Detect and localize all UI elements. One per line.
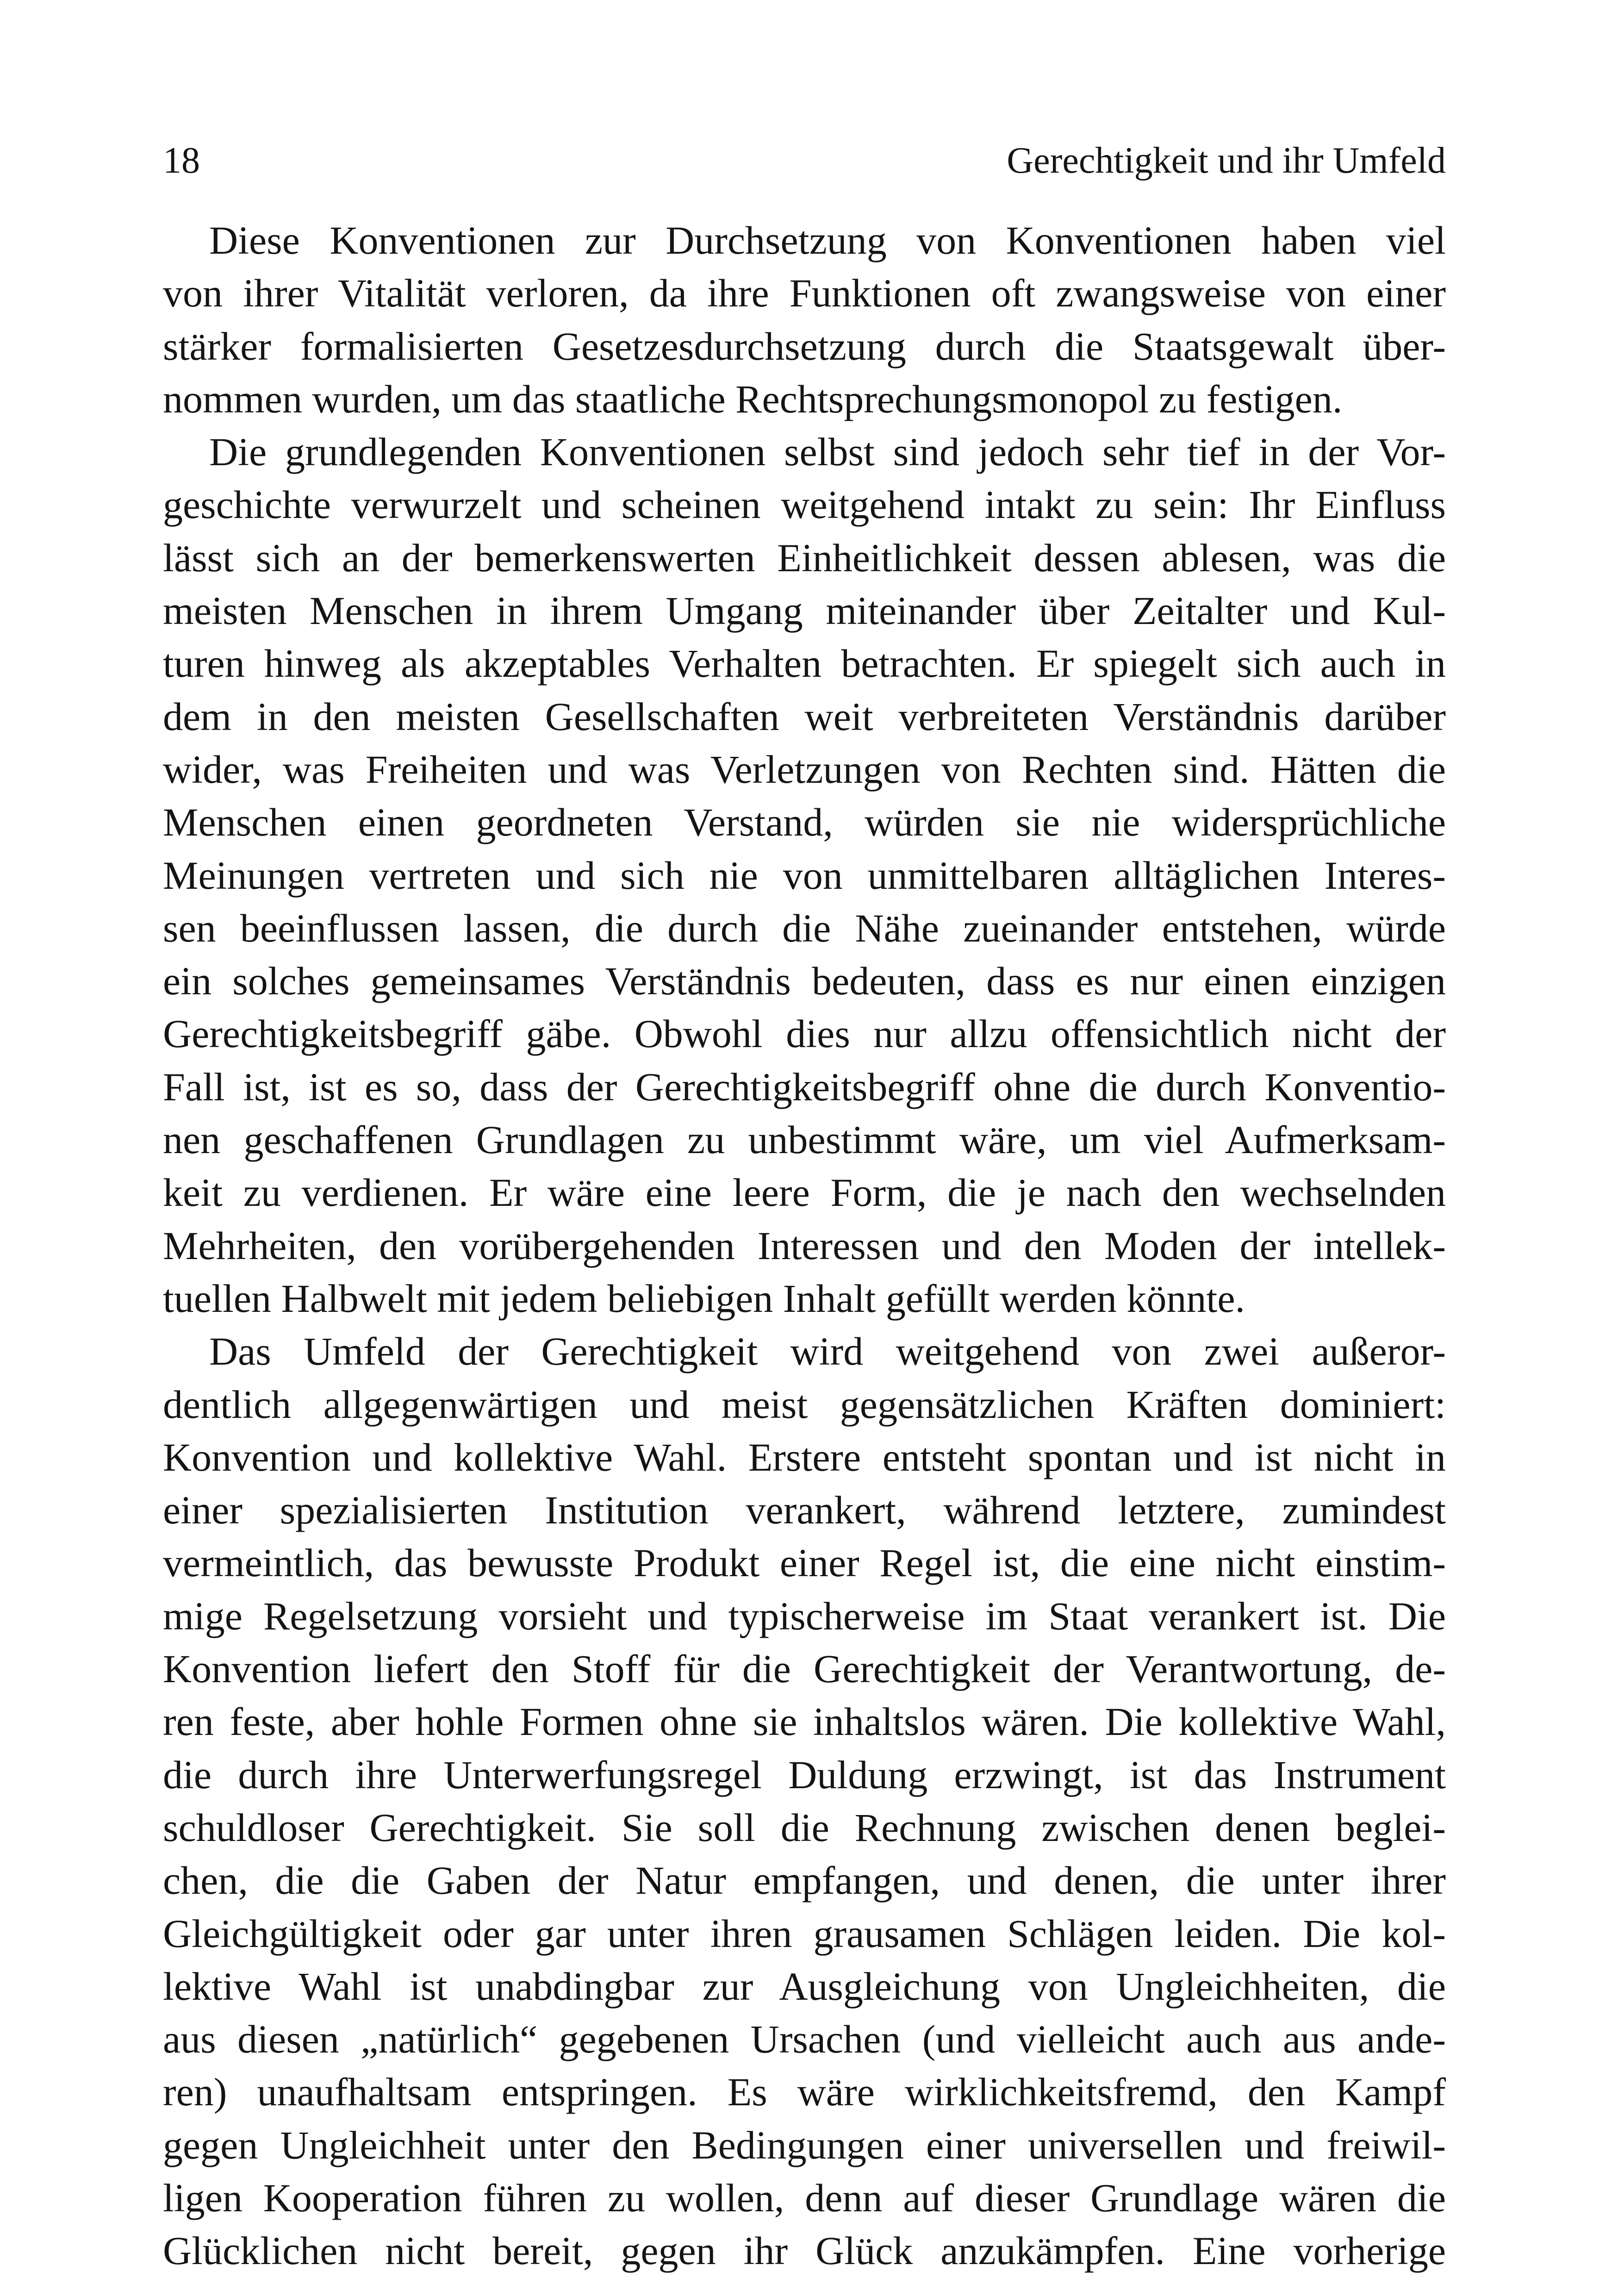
text-line: nommen wurden, um das staatliche Rechtsprechungsmonopol zu festigen. [163,376,1343,421]
text-line: tuellen Halbwelt mit jedem beliebigen Inhalt gefüllt werden könnte. [163,1276,1245,1321]
text-line: Konvention liefert den Stoff für die Gerechtigkeit der Verantwortung, de- [163,1647,1446,1691]
text-line: Glücklichen nicht bereit, gegen ihr Glück anzukämpfen. Eine vorherige [163,2228,1446,2273]
text-line: geschichte verwurzelt und scheinen weitgehend intakt zu sein: Ihr Einfluss [163,482,1446,527]
text-line: meisten Menschen in ihrem Umgang miteinander über Zeitalter und Kul- [163,588,1446,633]
text-line: wider, was Freiheiten und was Verletzungen von Rechten sind. Hätten die [163,747,1446,792]
text-line: dem in den meisten Gesellschaften weit verbreiteten Verständnis darüber [163,694,1446,739]
text-line: Meinungen vertreten und sich nie von unmittelbaren alltäglichen Interes- [163,853,1446,898]
text-line: schuldloser Gerechtigkeit. Sie soll die Rechnung zwischen denen beglei- [163,1805,1446,1850]
text-line: stärker formalisierten Gesetzesdurchsetzung durch die Staatsgewalt über- [163,324,1446,368]
text-line: lässt sich an der bemerkenswerten Einheitlichkeit dessen ablesen, was die [163,535,1446,580]
text-line: ligen Kooperation führen zu wollen, denn auf dieser Grundlage wären die [163,2175,1446,2220]
text-line: Gleichgültigkeit oder gar unter ihren grausamen Schlägen leiden. Die kol- [163,1911,1446,1956]
text-line: keit zu verdienen. Er wäre eine leere Form, die je nach den wechselnden [163,1170,1446,1215]
text-line: turen hinweg als akzeptables Verhalten betrachten. Er spiegelt sich auch in [163,641,1446,686]
text-line: mige Regelsetzung vorsieht und typischerweise im Staat verankert ist. Die [163,1593,1446,1638]
text-line: Mehrheiten, den vorübergehenden Interessen und den Moden der intellek- [163,1223,1446,1268]
text-line: dentlich allgegenwärtigen und meist gegensätzlichen Kräften dominiert: [163,1382,1446,1427]
text-line: Konvention und kollektive Wahl. Erstere entsteht spontan und ist nicht in [163,1435,1446,1479]
text-line: Menschen einen geordneten Verstand, würden sie nie widersprüchliche [163,800,1446,845]
running-title: Gerechtigkeit und ihr Umfeld [1007,140,1446,181]
paragraph-3 [163,1325,1446,2277]
paragraph-2 [163,425,1446,1325]
text-line: Gerechtigkeitsbegriff gäbe. Obwohl dies nur allzu offensichtlich nicht der [163,1011,1446,1056]
page-number: 18 [163,140,200,181]
running-head [163,135,1446,186]
text-line: Das Umfeld der Gerechtigkeit wird weitgehend von zwei außeror- [209,1329,1446,1374]
text-line: vermeintlich, das bewusste Produkt einer Regel ist, die eine nicht einstim- [163,1541,1446,1585]
text-line: sen beeinflussen lassen, die durch die Nähe zueinander entstehen, würde [163,905,1446,950]
text-line: die durch ihre Unterwerfungsregel Duldung erzwingt, ist das Instrument [163,1752,1446,1797]
text-line: lektive Wahl ist unabdingbar zur Ausgleichung von Ungleichheiten, die [163,1964,1446,2009]
text-line: ren) unaufhaltsam entspringen. Es wäre wirklichkeitsfremd, den Kampf [163,2070,1446,2115]
text-line: ein solches gemeinsames Verständnis bedeuten, dass es nur einen einzigen [163,959,1446,1004]
text-line: gegen Ungleichheit unter den Bedingungen einer universellen und freiwil- [163,2122,1446,2167]
text-line: von ihrer Vitalität verloren, da ihre Funktionen oft zwangsweise von einer [163,271,1446,316]
text-line: nen geschaffenen Grundlagen zu unbestimmt wäre, um viel Aufmerksam- [163,1117,1446,1162]
text-line: ren feste, aber hohle Formen ohne sie inhaltslos wären. Die kollektive Wahl, [163,1699,1446,1744]
text-line: Diese Konventionen zur Durchsetzung von Konventionen haben viel [209,218,1446,262]
text-line: chen, die die Gaben der Natur empfangen, und denen, die unter ihrer [163,1858,1446,1903]
text-line: einer spezialisierten Institution verankert, während letztere, zumindest [163,1488,1446,1533]
body-text [163,214,1446,2277]
paragraph-1 [163,214,1446,425]
text-line: aus diesen „natürlich“ gegebenen Ursachen (und vielleicht auch aus ande- [163,2017,1446,2062]
text-line: Die grundlegenden Konventionen selbst sind jedoch sehr tief in der Vor- [209,430,1446,474]
text-line: Fall ist, ist es so, dass der Gerechtigkeitsbegriff ohne die durch Konventio- [163,1064,1446,1109]
